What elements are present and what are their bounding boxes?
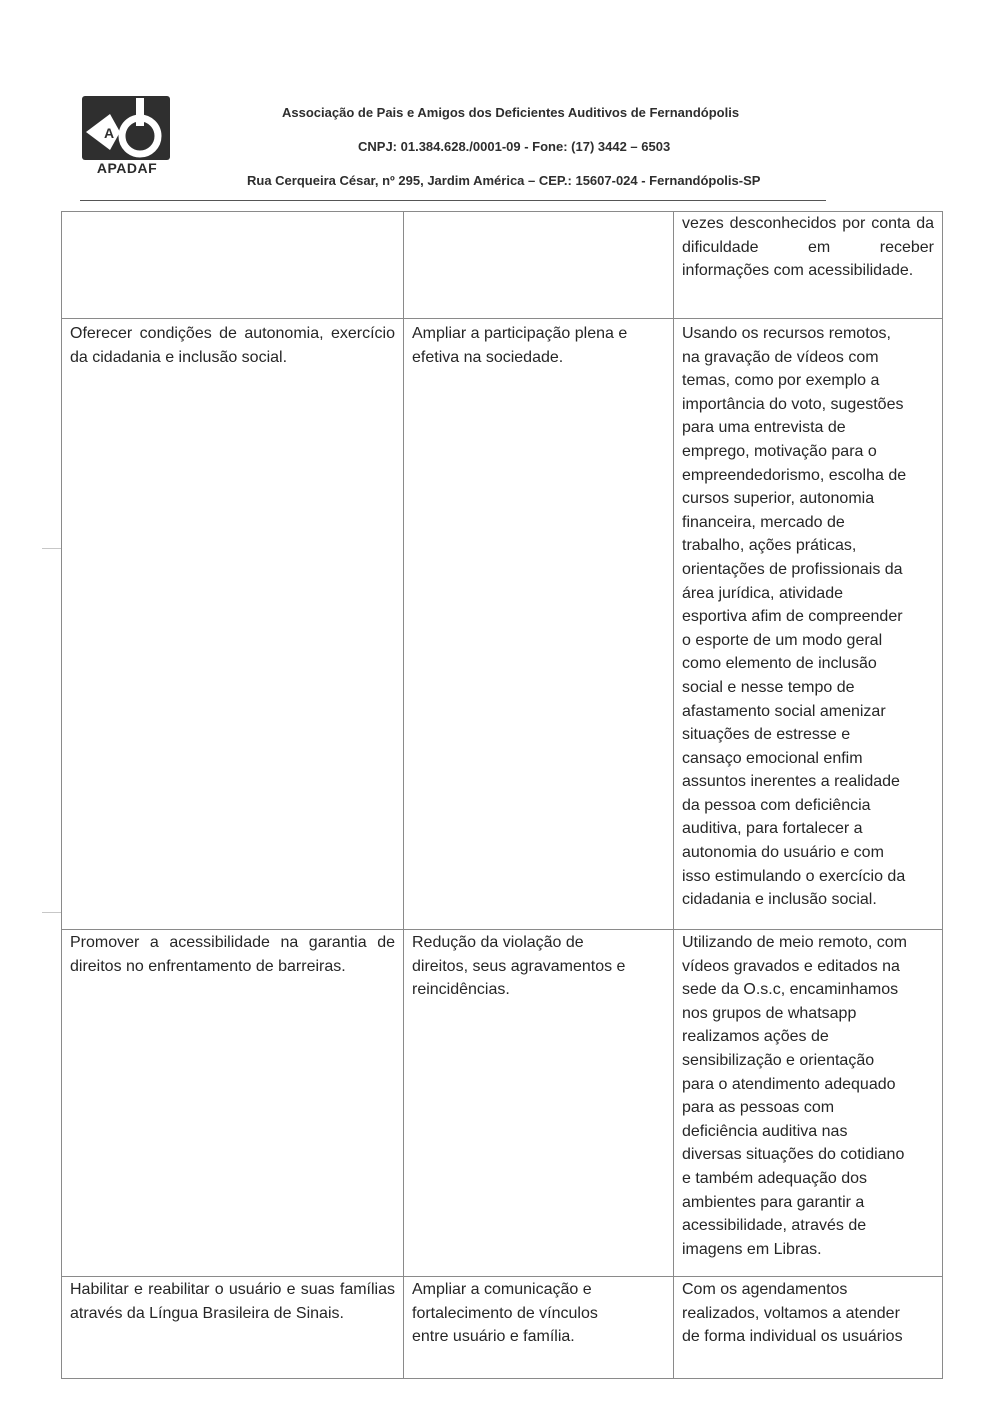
- table-cell: Ampliar a comunicação e fortalecimento de vínculos entre usuário e família.: [404, 1277, 674, 1379]
- table-row: [62, 319, 943, 930]
- scan-mark: [42, 548, 62, 549]
- table-cell: Oferecer condições de autonomia, exercício da cidadania e inclusão social.: [62, 319, 404, 930]
- table-cell: [404, 212, 674, 319]
- header-divider: [80, 200, 826, 201]
- apadaf-logo-icon: [80, 94, 174, 164]
- table-cell: Redução da violação de direitos, seus agravamentos e reincidências.: [404, 930, 674, 1277]
- apadaf-logo: [80, 94, 174, 178]
- table-cell: Habilitar e reabilitar o usuário e suas famílias através da Língua Brasileira de Sinais.: [62, 1277, 404, 1379]
- table-cell: [62, 212, 404, 319]
- table-cell: Utilizando de meio remoto, com vídeos gravados e editados na sede da O.s.c, encaminhamos nos grupos de whatsapp realizamos ações de sensibilização e orientação para o atendimento adequado para as pessoas com deficiência auditiva nas diversas situações do cotidiano e também adequação dos ambientes para garantir a acessibilidade, através de imagens em Libras.: [674, 930, 943, 1277]
- table-cell: vezes desconhecidos por conta da dificuldade em receber informações com acessibilidade.: [674, 212, 943, 319]
- table-cell: Ampliar a participação plena e efetiva na sociedade.: [404, 319, 674, 930]
- address-line: Rua Cerqueira César, nº 295, Jardim América – CEP.: 15607-024 - Fernandópolis-SP: [247, 173, 761, 188]
- table-row: [62, 212, 943, 319]
- organization-name: Associação de Pais e Amigos dos Deficientes Auditivos de Fernandópolis: [282, 105, 740, 120]
- table-row: [62, 1277, 943, 1379]
- table-cell: Usando os recursos remotos, na gravação de vídeos com temas, como por exemplo a importância do voto, sugestões para uma entrevista de emprego, motivação para o empreendedorismo, escolha de cursos superior, autonomia financeira, mercado de trabalho, ações práticas, orientações de profissionais da área jurídica, atividade esportiva afim de compreender o esporte de um modo geral como elemento de inclusão social e nesse tempo de afastamento social amenizar situações de estresse e cansaço emocional enfim assuntos inerentes a realidade da pessoa com deficiência auditiva, para fortalecer a autonomia do usuário e com isso estimulando o exercício da cidadania e inclusão social.: [674, 319, 943, 930]
- table-row: [62, 930, 943, 1277]
- table-cell: Com os agendamentos realizados, voltamos a atender de forma individual os usuários: [674, 1277, 943, 1379]
- table-cell: Promover a acessibilidade na garantia de direitos no enfrentamento de barreiras.: [62, 930, 404, 1277]
- svg-text:A: A: [104, 125, 115, 141]
- objectives-table: [61, 211, 943, 1379]
- cnpj-and-phone: CNPJ: 01.384.628./0001-09 - Fone: (17) 3442 – 6503: [358, 139, 671, 154]
- scan-mark: [42, 912, 62, 913]
- logo-wordmark: APADAF: [96, 160, 158, 176]
